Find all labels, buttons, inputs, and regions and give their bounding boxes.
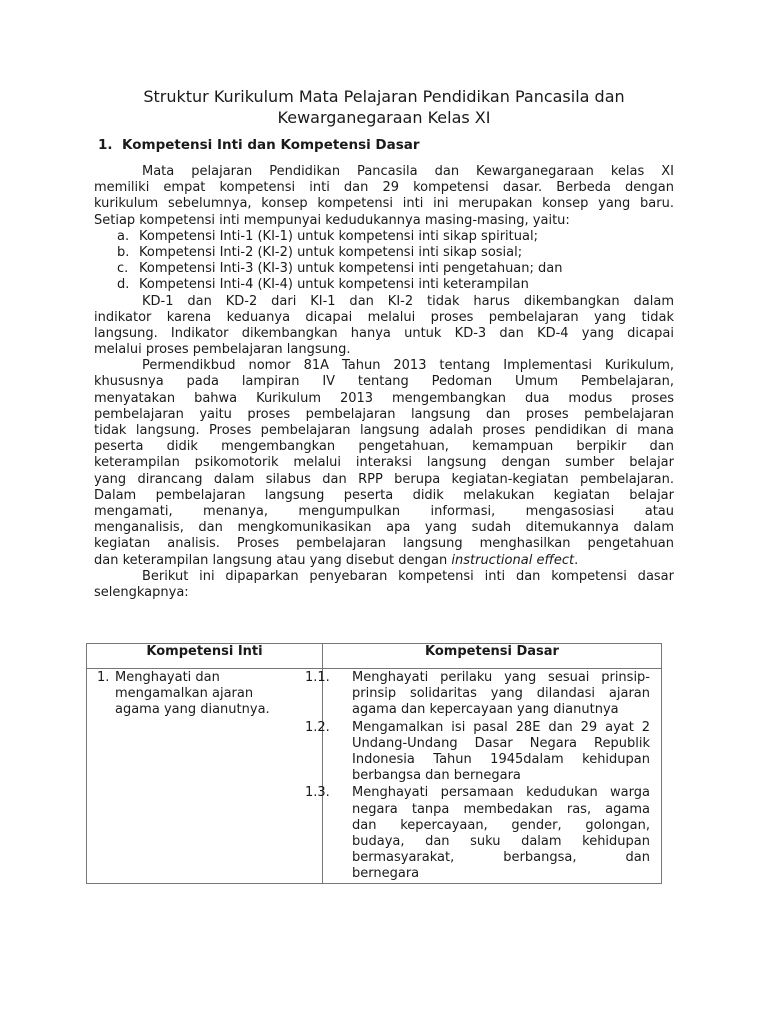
ki-cell	[87, 669, 323, 884]
kd-item	[305, 719, 661, 785]
kd-text	[352, 720, 650, 785]
paragraph-line: KD-1 dan KD-2 dari KI-1 dan KI-2 tidak harus dikembangkan dalam	[142, 293, 674, 309]
kd-text-line: agama dan kepercayaan yang dianutnya	[352, 702, 619, 718]
ki-number: 1.	[97, 670, 110, 685]
kd-text-line: Menghayati persamaan kedudukan warga	[352, 785, 650, 801]
kd-text	[352, 670, 650, 719]
paragraph-line: keterampilan psikomotorik melalui interaksi langsung dengan sumber belajar	[94, 455, 674, 471]
kd-text-line: Undang-Undang Dasar Negara Republik	[352, 735, 650, 751]
paragraph-line: langsung. Indikator dikembangkan hanya untuk KD-3 dan KD-4 yang dicapai	[94, 325, 674, 341]
paragraph-line: menyatakan bahwa Kurikulum 2013 mengembangkan dua modus proses	[94, 390, 674, 406]
paragraph-line: indikator karena keduanya dicapai melalui proses pembelajaran yang tidak	[94, 309, 674, 325]
competency-table	[86, 643, 662, 884]
list-label: c.	[117, 261, 129, 277]
kd-text-line: Menghayati perilaku yang sesuai prinsip-	[352, 670, 650, 685]
kd-text-line: Mengamalkan isi pasal 28E dan 29 ayat 2	[352, 719, 650, 735]
paragraph-line: pembelajaran yaitu proses pembelajaran langsung dan proses pembelajaran	[94, 406, 674, 422]
kd-number: 1.1.	[305, 670, 330, 685]
paragraph-line: memiliki empat kompetensi inti dan 29 kompetensi dasar. Berbeda dengan	[94, 180, 674, 196]
list-text: Kompetensi Inti-4 (KI-4) untuk kompetensi inti keterampilan	[139, 277, 529, 293]
section-heading-text: Kompetensi Inti dan Kompetensi Dasar	[122, 137, 420, 153]
kd-text-line: Indonesia Tahun 1945dalam kehidupan	[352, 751, 650, 767]
paragraph-line: kegiatan analisis. Proses pembelajaran langsung menghasilkan pengetahuan	[94, 536, 674, 552]
paragraph-line: menganalisis, dan mengkomunikasikan apa yang sudah ditemukannya dalam	[94, 520, 674, 536]
list-text: Kompetensi Inti-1 (KI-1) untuk kompetensi inti sikap spiritual;	[139, 228, 538, 244]
italic-term: instructional effect	[451, 552, 575, 568]
ki-text-line: Menghayati dan	[115, 670, 220, 685]
list-item	[94, 277, 674, 293]
list-text: Kompetensi Inti-2 (KI-2) untuk kompetensi inti sikap sosial;	[139, 244, 523, 260]
table-row	[87, 669, 662, 884]
document-body	[94, 164, 674, 601]
list-label: a.	[117, 228, 130, 244]
list-label: b.	[117, 244, 130, 260]
punctuation: .	[574, 552, 579, 568]
paragraph-line: Berikut ini dipaparkan penyebaran kompetensi inti dan kompetensi dasar	[142, 568, 674, 584]
table-header-row	[87, 644, 662, 669]
kd-number: 1.2.	[305, 719, 330, 735]
paragraph-line: Setiap kompetensi inti mempunyai kedudukannya masing-masing, yaitu:	[94, 212, 570, 228]
kd-text	[352, 785, 650, 882]
ki-text-line: agama yang dianutnya.	[115, 702, 270, 718]
list-item	[94, 245, 674, 261]
kd-text-line: dan kepercayaan, gender, golongan,	[352, 817, 650, 833]
kd-text-line: bermasyarakat, berbangsa, dan	[352, 850, 650, 866]
list-item	[94, 261, 674, 277]
kd-item	[305, 784, 661, 882]
paragraph-line: khususnya pada lampiran IV tentang Pedoman Umum Pembelajaran,	[94, 374, 674, 390]
paragraph-line	[94, 553, 674, 569]
paragraph-line: yang dirancang dalam silabus dan RPP berupa kegiatan-kegiatan pembelajaran.	[94, 471, 674, 487]
title-line: Kewarganegaraan Kelas XI	[277, 108, 491, 127]
paragraph-line: Mata pelajaran Pendidikan Pancasila dan Kewarganegaraan kelas XI	[142, 164, 674, 179]
header-kompetensi-dasar: Kompetensi Dasar	[323, 644, 662, 669]
section-number: 1.	[98, 137, 113, 153]
paragraph-line: kurikulum sebelumnya, konsep kompetensi inti ini merupakan konsep yang baru.	[94, 196, 674, 212]
paragraph-line: selengkapnya:	[94, 584, 189, 600]
kd-text-line: berbangsa dan bernegara	[352, 768, 521, 784]
paragraph-line: Permendikbud nomor 81A Tahun 2013 tentang Implementasi Kurikulum,	[142, 358, 674, 374]
paragraph-text: dan keterampilan langsung atau yang disebut dengan	[94, 552, 452, 568]
paragraph-line: melalui proses pembelajaran langsung.	[94, 342, 351, 358]
document-title	[94, 86, 674, 128]
list-label: d.	[117, 277, 130, 293]
kd-text-line: negara tanpa membedakan ras, agama	[352, 801, 650, 817]
kd-text-line: budaya, dan suku dalam kehidupan	[352, 833, 650, 849]
paragraph-line: peserta didik mengembangkan pengetahuan, kemampuan berpikir dan	[94, 439, 674, 455]
section-heading	[98, 137, 420, 153]
ki-text-line: mengamalkan ajaran	[115, 686, 254, 702]
kd-number: 1.3.	[305, 785, 330, 801]
list-text: Kompetensi Inti-3 (KI-3) untuk kompetensi inti pengetahuan; dan	[139, 261, 563, 277]
kd-text-line: prinsip solidaritas yang dilandasi ajaran	[352, 686, 650, 702]
paragraph-line: mengamati, menanya, mengumpulkan informasi, mengasosiasi atau	[94, 503, 674, 519]
kd-item	[305, 669, 661, 719]
paragraph-line: Dalam pembelajaran langsung peserta didik melakukan kegiatan belajar	[94, 487, 674, 503]
kd-cell	[305, 669, 662, 884]
paragraph-line: tidak langsung. Proses pembelajaran langsung adalah proses pendidikan di mana	[94, 423, 674, 438]
list-item	[94, 229, 674, 245]
title-line: Struktur Kurikulum Mata Pelajaran Pendidikan Pancasila dan	[143, 87, 625, 106]
header-kompetensi-inti: Kompetensi Inti	[87, 644, 323, 669]
kd-text-line: bernegara	[352, 866, 420, 882]
